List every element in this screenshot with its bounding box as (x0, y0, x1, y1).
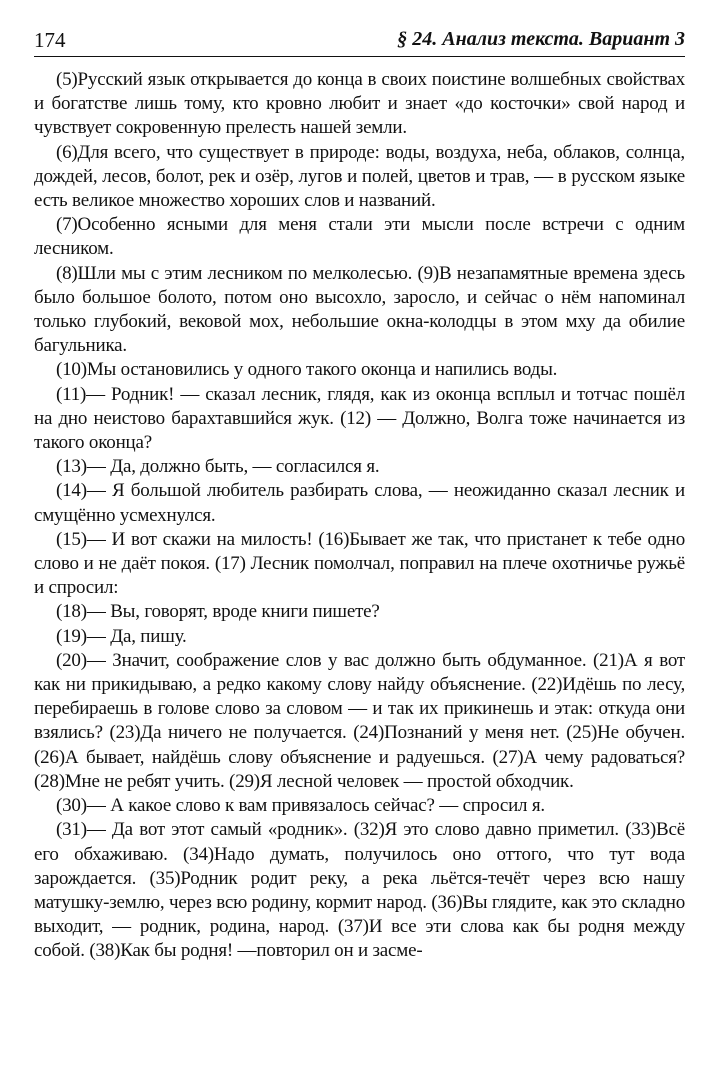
page-number: 174 (34, 28, 66, 52)
paragraph: (15)— И вот скажи на милость! (16)Бывает же так, что пристанет к тебе одно слово и не даёт покоя. (17) Лесник помолчал, поправил на плече охотничье ружьё и спросил: (34, 528, 685, 599)
paragraph: (6)Для всего, что существует в природе: воды, воздуха, неба, облаков, солнца, дождей, лесов, болот, рек и озёр, лугов и полей, цветов и трав, — в русском языке есть великое множество хороших слов и названий. (34, 141, 685, 212)
paragraph: (14)— Я большой любитель разбирать слова, — неожиданно сказал лесник и смущённо усмехнулся. (34, 480, 685, 526)
paragraph: (13)— Да, должно быть, — согласился я. (56, 456, 380, 478)
header-rule (34, 56, 685, 57)
paragraph: (10)Мы остановились у одного такого оконца и напились воды. (56, 359, 558, 381)
paragraph: (18)— Вы, говорят, вроде книги пишете? (56, 601, 380, 623)
paragraph: (5)Русский язык открывается до конца в своих поистине волшебных свойствах и богатстве лишь тому, кто кровно любит и знает «до косточки» свой народ и чувствует сокровенную прелесть нашей земли. (34, 69, 685, 139)
paragraph: (19)— Да, пишу. (56, 625, 187, 647)
page-header (34, 28, 685, 58)
paragraph: (11)— Родник! — сказал лесник, глядя, как из оконца всплыл и тотчас пошёл на дно неистово барахтавшийся жук. (12) — Должно, Волга тоже начинается из такого оконца? (34, 383, 685, 454)
running-head: § 24. Анализ текста. Вариант 3 (397, 28, 685, 50)
paragraph: (20)— Значит, соображение слов у вас должно быть обдуманное. (21)А я вот как ни прикидываю, а редко какому слову найду объяснение. (22)Идёшь по лесу, перебираешь в голове слово за словом — и так их прикинешь и этак: откуда они взялись? (23)Да ничего не получается. (24)Познаний у меня нет. (25)Не обучен. (26)А бывает, найдёшь слову объяснение и радуешься. (27)А чему радоваться? (28)Мне не ребят учить. (29)Я лесной человек — простой обходчик. (34, 649, 685, 792)
paragraph: (31)— Да вот этот самый «родник». (32)Я это слово давно приметил. (33)Всё его обхаживаю. (34)Надо думать, получилось оно оттого, что тут вода зарождается. (35)Родник родит реку, а река льётся-течёт через всю нашу матушку-землю, через всю родину, кормит народ. (36)Вы глядите, как это складно выходит, — родник, родина, народ. (37)И все эти слова как бы родня между собой. (38)Как бы родня! —повторил он и засме- (34, 819, 685, 962)
paragraph: (8)Шли мы с этим лесником по мелколесью. (9)В незапамятные времена здесь было большое болото, потом оно высохло, заросло, и сейчас о нём напоминал только глубокий, вековой мох, небольшие окна-колодцы в этом мху да обилие багульника. (34, 262, 685, 357)
paragraph: (7)Особенно ясными для меня стали эти мысли после встречи с одним лесником. (34, 214, 685, 260)
text-body (34, 68, 685, 964)
paragraph: (30)— А какое слово к вам привязалось сейчас? — спросил я. (56, 795, 545, 817)
